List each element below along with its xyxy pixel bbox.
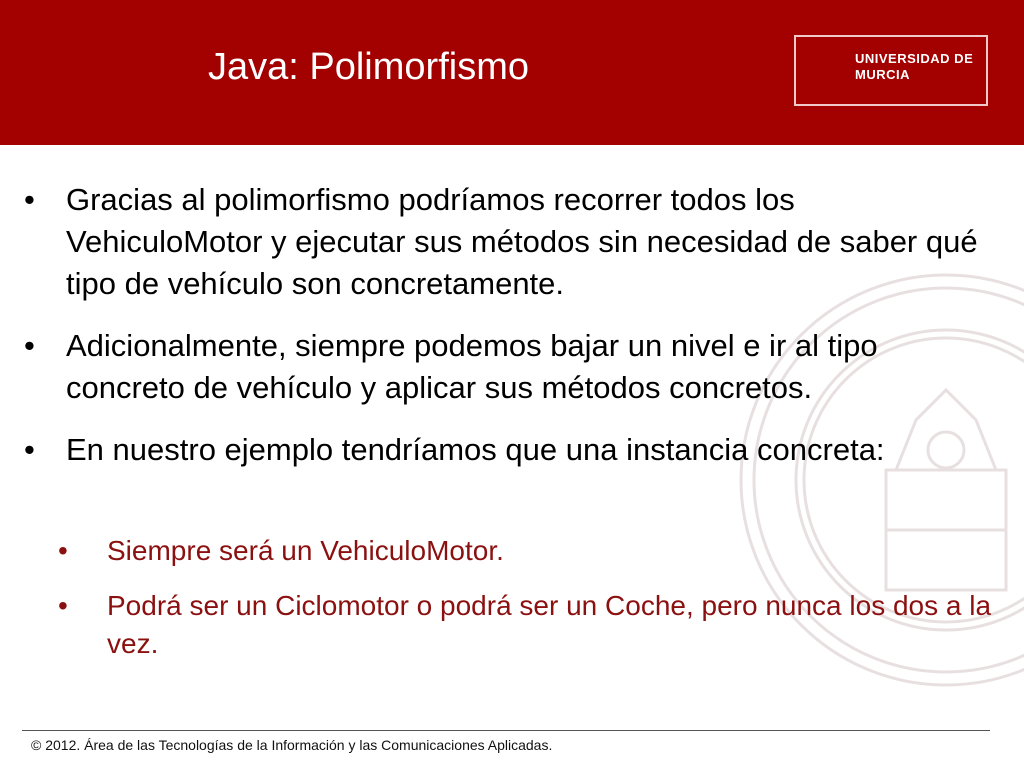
logo-line-2: MURCIA	[855, 67, 910, 82]
footer-divider	[22, 730, 990, 731]
sub-bullet-dot-icon: •	[58, 535, 68, 566]
bullet-dot-icon: •	[24, 432, 35, 467]
footer-text: © 2012. Área de las Tecnologías de la Información y las Comunicaciones Aplicadas.	[31, 737, 553, 753]
slide-title: Java: Polimorfismo	[208, 46, 529, 88]
bullet-text: En nuestro ejemplo tendríamos que una instancia concreta:	[66, 432, 885, 467]
header-bar	[0, 0, 1024, 145]
logo-line-1: UNIVERSIDAD DE	[855, 51, 974, 66]
sub-bullet-text: Siempre será un VehiculoMotor.	[107, 535, 504, 566]
bullet-dot-icon: •	[24, 328, 35, 363]
sub-bullet-dot-icon: •	[58, 590, 68, 621]
bullet-dot-icon: •	[24, 182, 35, 217]
bullet-text: Adicionalmente, siempre podemos bajar un nivel e ir al tipo concreto de vehículo y aplicar sus métodos concretos.	[66, 328, 878, 405]
bullet-text: Gracias al polimorfismo podríamos recorrer todos los VehiculoMotor y ejecutar sus métodos sin necesidad de saber qué tipo de vehículo son concretamente.	[66, 182, 978, 301]
university-logo	[794, 35, 988, 106]
sub-bullet-text: Podrá ser un Ciclomotor o podrá ser un Coche, pero nunca los dos a la vez.	[107, 590, 992, 659]
